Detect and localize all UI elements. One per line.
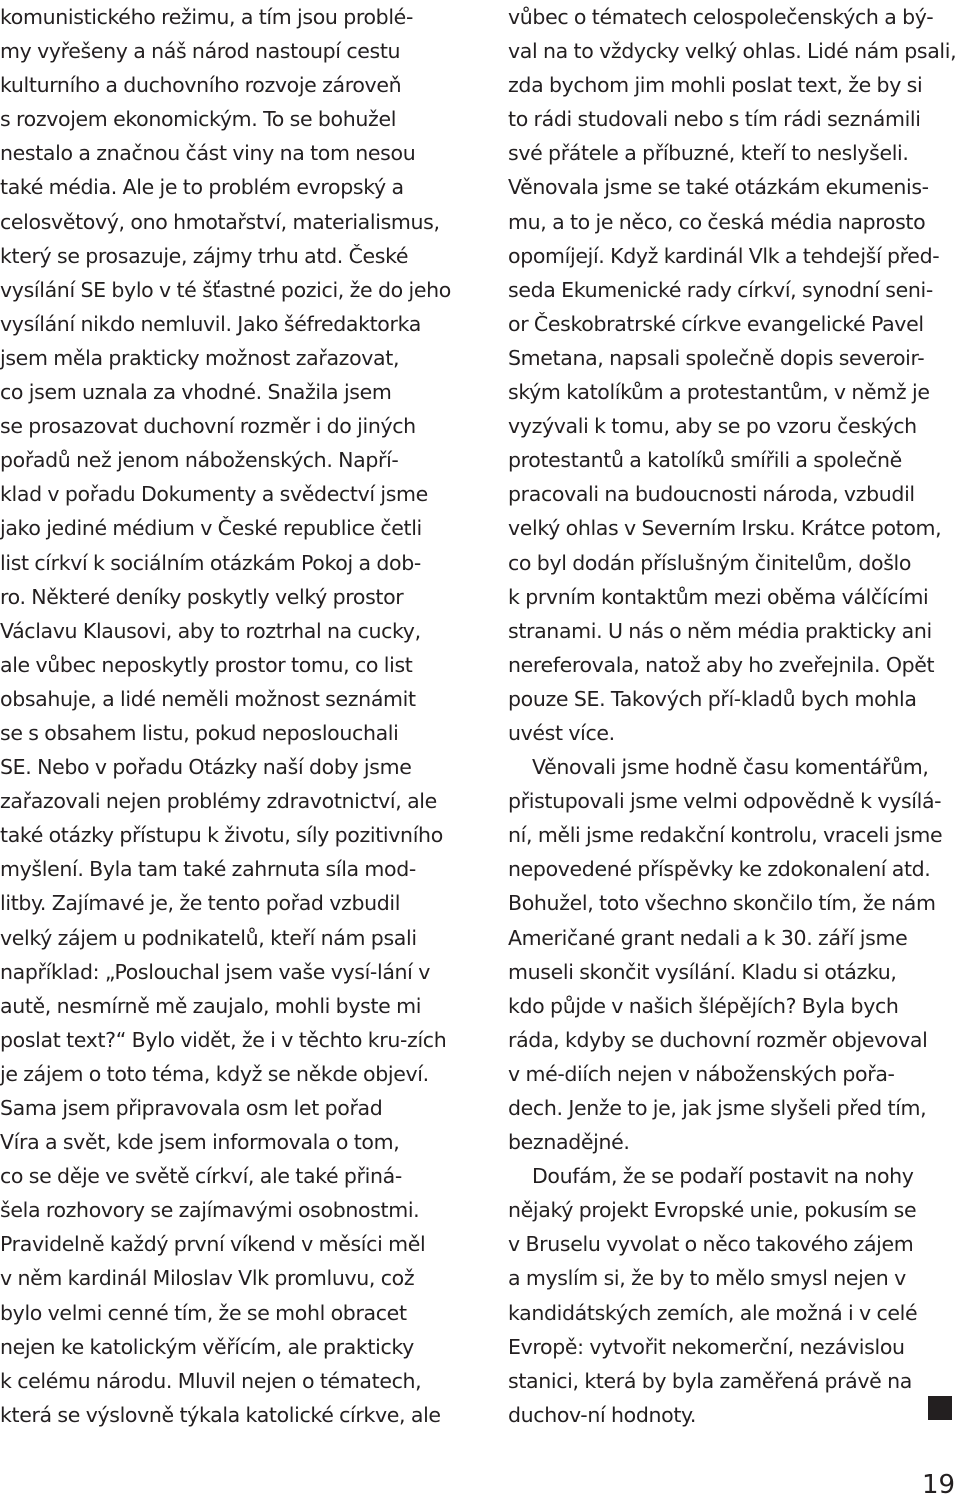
text-line: duchov-ní hodnoty.	[508, 1402, 697, 1427]
text-line: Bohužel, toto všechno skončilo tím, že nám	[508, 891, 936, 916]
text-line: je zájem o toto téma, když se někde objeví.	[0, 1061, 429, 1086]
text-line: stanici, která by byla zaměřená právě na	[508, 1368, 912, 1393]
text-line: jako jediné médium v České republice četli	[0, 516, 422, 541]
text-line: vyzývali k tomu, aby se po vzoru českých	[508, 414, 917, 439]
text-line: také otázky přístupu k životu, síly pozitivního	[0, 823, 443, 848]
text-line: zda bychom jim mohli poslat text, že by si	[508, 73, 923, 98]
text-line: který se prosazuje, zájmy trhu atd. České	[0, 243, 409, 268]
text-line: nejen ke katolickým věřícím, ale prakticky	[0, 1334, 414, 1359]
text-line: šela rozhovory se zajímavými osobnostmi.	[0, 1198, 420, 1223]
text-line: také média. Ale je to problém evropský a	[0, 175, 404, 200]
text-line: celosvětový, ono hmotařství, materialismus,	[0, 209, 440, 234]
text-line: v něm kardinál Miloslav Vlk promluvu, což	[0, 1266, 415, 1291]
text-line: například: „Poslouchal jsem vaše vysí-lání v	[0, 959, 430, 984]
text-line: beznadějné.	[508, 1130, 630, 1155]
text-line: v mé-diích nejen v náboženských pořa-	[508, 1061, 895, 1086]
text-line: stranami. U nás o něm média prakticky ani	[508, 618, 932, 643]
text-line: myšlení. Byla tam také zahrnuta síla mod-	[0, 857, 416, 882]
text-line: co jsem uznala za vhodné. Snažila jsem	[0, 380, 392, 405]
text-line: k prvním kontaktům mezi oběma válčícími	[508, 584, 929, 609]
text-line: se prosazovat duchovní rozměr i do jiných	[0, 414, 416, 439]
text-line: kulturního a duchovního rozvoje zároveň	[0, 73, 402, 98]
text-line: přistupovali jsme velmi odpovědně k vysílá-	[508, 789, 942, 814]
text-line: Věnovala jsme se také otázkám ekumenis-	[508, 175, 929, 200]
text-line: obsahuje, a lidé neměli možnost seznámit	[0, 686, 416, 711]
text-line: jsem měla prakticky možnost zařazovat,	[0, 345, 400, 370]
text-line: nepovedené příspěvky ke zdokonalení atd.	[508, 857, 931, 882]
text-line: museli skončit vysílání. Kladu si otázku,	[508, 959, 897, 984]
text-line: komunistického režimu, a tím jsou problé-	[0, 5, 413, 29]
text-line: Smetana, napsali společně dopis severoir-	[508, 345, 925, 370]
text-line: Američané grant nedali a k 30. září jsme	[508, 925, 908, 950]
text-line: vysílání SE bylo v té šťastné pozici, že do jeho	[0, 277, 451, 302]
text-line: ro. Některé deníky poskytly velký prostor	[0, 584, 404, 609]
text-line: vůbec o tématech celospolečenských a bý-	[508, 5, 934, 29]
page-number: 19	[922, 1470, 956, 1500]
text-line: litby. Zajímavé je, že tento pořad vzbudil	[0, 891, 401, 916]
text-line: or Českobratrské církve evangelické Pavel	[508, 311, 924, 336]
text-line: Doufám, že se podaří postavit na nohy	[532, 1164, 914, 1189]
text-line: my vyřešeny a náš národ nastoupí cestu	[0, 39, 401, 64]
text-line: opomíjejí. Když kardinál Vlk a tehdejší před-	[508, 243, 940, 268]
text-line: ráda, kdyby se duchovní rozměr objevoval	[508, 1027, 928, 1052]
text-line: zařazovali nejen problémy zdravotnictví, ale	[0, 789, 437, 814]
text-line: se s obsahem listu, pokud neposlouchali	[0, 720, 399, 745]
text-line: list církví k sociálním otázkám Pokoj a dob-	[0, 550, 421, 575]
text-line: ským katolíkům a protestantům, v němž je	[508, 380, 930, 405]
text-line: k celému národu. Mluvil nejen o tématech,	[0, 1368, 422, 1393]
text-line: vysílání nikdo nemluvil. Jako šéfredaktorka	[0, 311, 421, 336]
text-line: mu, a to je něco, co česká média naprosto	[508, 209, 926, 234]
text-line: Sama jsem připravovala osm let pořad	[0, 1096, 383, 1120]
text-line: s rozvojem ekonomickým. To se bohužel	[0, 107, 397, 132]
article-end-mark	[928, 1396, 952, 1420]
text-line: nereferovala, natož aby ho zveřejnila. Opět	[508, 652, 935, 677]
right-text-column	[508, 0, 960, 1432]
text-line: to rádi studovali nebo s tím rádi seznámili	[508, 107, 921, 132]
text-line: pracovali na budoucnosti národa, vzbudil	[508, 482, 915, 507]
text-line: protestantů a katolíků smířili a společně	[508, 448, 902, 473]
text-line: bylo velmi cenné tím, že se mohl obracet	[0, 1300, 407, 1325]
text-line: co byl dodán příslušným činitelům, došlo	[508, 550, 912, 575]
text-line: své přátele a příbuzné, kteří to neslyšeli.	[508, 141, 909, 166]
text-line: kandidátských zemích, ale možná i v celé	[508, 1300, 918, 1325]
text-line: velký ohlas v Severním Irsku. Krátce potom,	[508, 516, 942, 541]
text-line: Věnovali jsme hodně času komentářům,	[532, 755, 929, 780]
text-line: co se děje ve světě církví, ale také přiná-	[0, 1164, 402, 1189]
text-line: Evropě: vytvořit nekomerční, nezávislou	[508, 1334, 905, 1359]
left-text-column	[0, 0, 452, 1432]
text-line: autě, nesmírně mě zaujalo, mohli byste mi	[0, 993, 422, 1018]
text-line: nějaký projekt Evropské unie, pokusím se	[508, 1198, 917, 1223]
text-line: uvést více.	[508, 720, 615, 745]
text-line: která se výslovně týkala katolické církve, ale	[0, 1402, 441, 1427]
text-line: velký zájem u podnikatelů, kteří nám psali	[0, 925, 417, 950]
text-line: v Bruselu vyvolat o něco takového zájem	[508, 1232, 914, 1257]
text-line: pořadů než jenom náboženských. Napří-	[0, 448, 399, 473]
text-line: klad v pořadu Dokumenty a svědectví jsme	[0, 482, 428, 507]
text-line: poslat text?“ Bylo vidět, že i v těchto kru-zích	[0, 1027, 447, 1052]
text-line: Pravidelně každý první víkend v měsíci měl	[0, 1232, 426, 1257]
text-line: SE. Nebo v pořadu Otázky naší doby jsme	[0, 755, 412, 780]
text-line: a myslím si, že by to mělo smysl nejen v	[508, 1266, 906, 1291]
text-line: val na to vždycky velký ohlas. Lidé nám psali,	[508, 39, 957, 64]
text-line: kdo půjde v našich šlépějích? Byla bych	[508, 993, 899, 1018]
text-line: seda Ekumenické rady církví, synodní seni-	[508, 277, 933, 302]
text-line: ale vůbec neposkytly prostor tomu, co list	[0, 652, 413, 677]
text-line: Václavu Klausovi, aby to roztrhal na cucky,	[0, 618, 421, 643]
text-line: Víra a svět, kde jsem informovala o tom,	[0, 1130, 400, 1155]
text-line: pouze SE. Takových pří-kladů bych mohla	[508, 686, 917, 711]
text-line: ní, měli jsme redakční kontrolu, vraceli jsme	[508, 823, 943, 848]
text-line: dech. Jenže to je, jak jsme slyšeli před tím,	[508, 1096, 927, 1120]
text-line: nestalo a značnou část viny na tom nesou	[0, 141, 416, 166]
